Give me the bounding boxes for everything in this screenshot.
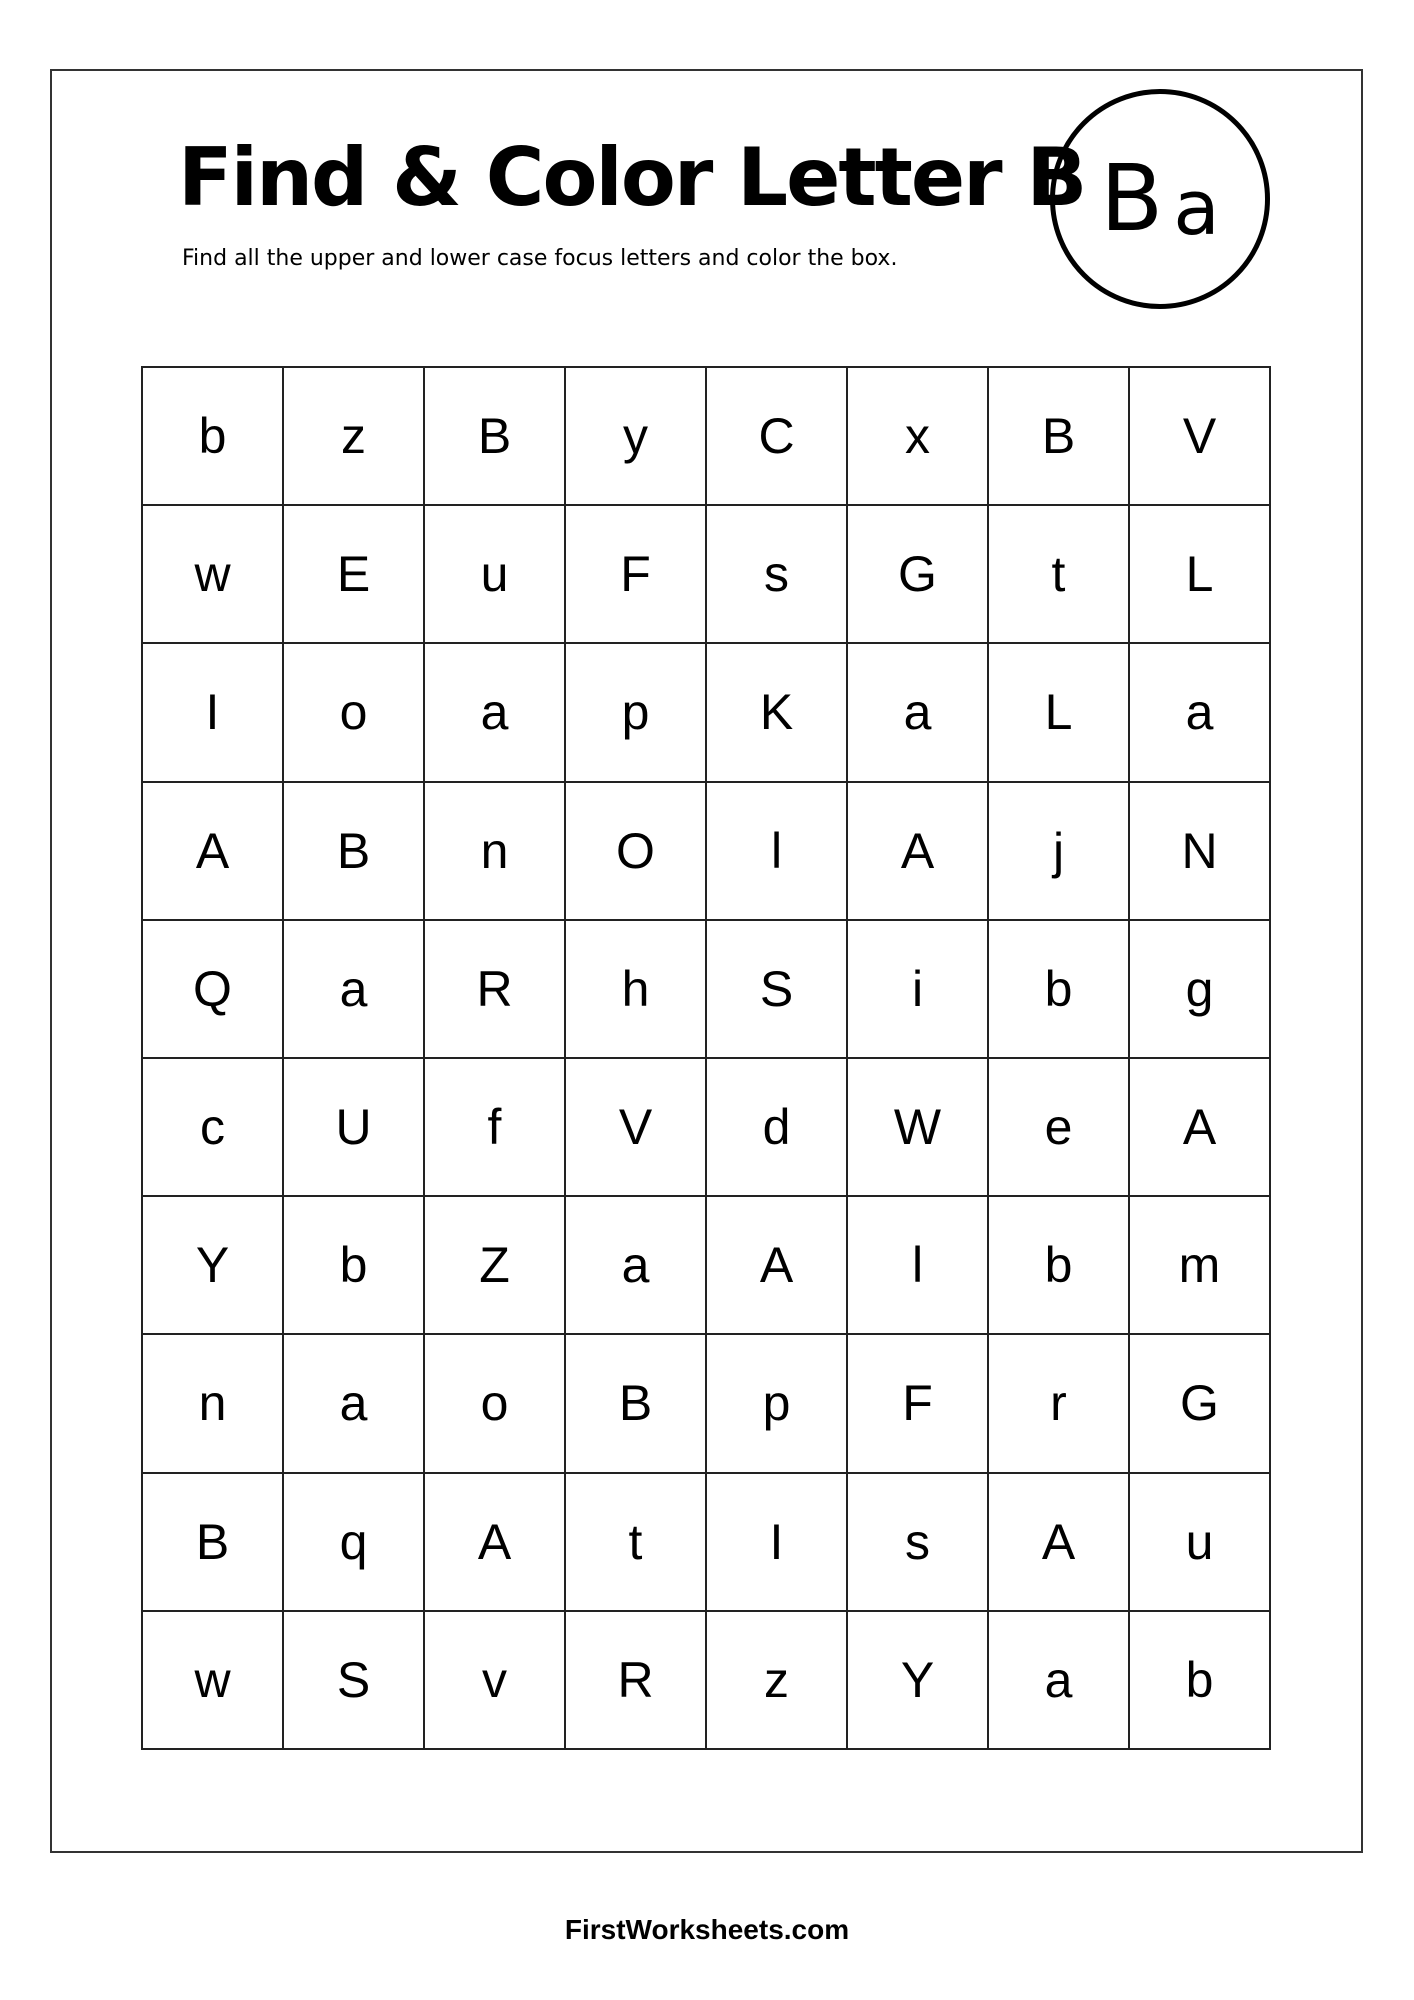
letter-cell[interactable]: a <box>566 1197 707 1335</box>
letter-cell[interactable]: l <box>848 1197 989 1335</box>
focus-letter-uppercase: B <box>1100 145 1164 252</box>
letter-cell[interactable]: A <box>143 783 284 921</box>
letter-cell[interactable]: i <box>848 921 989 1059</box>
letter-cell[interactable]: e <box>989 1059 1130 1197</box>
letter-cell[interactable]: A <box>425 1474 566 1612</box>
letter-cell[interactable]: z <box>707 1612 848 1750</box>
focus-letter-lowercase: a <box>1173 163 1220 252</box>
letter-cell[interactable]: A <box>848 783 989 921</box>
letter-cell[interactable]: B <box>566 1335 707 1473</box>
letter-cell[interactable]: K <box>707 644 848 782</box>
letter-cell[interactable]: t <box>989 506 1130 644</box>
letter-cell[interactable]: B <box>284 783 425 921</box>
letter-cell[interactable]: A <box>1130 1059 1271 1197</box>
letter-cell[interactable]: w <box>143 1612 284 1750</box>
letter-cell[interactable]: q <box>284 1474 425 1612</box>
letter-cell[interactable]: b <box>284 1197 425 1335</box>
letter-cell[interactable]: w <box>143 506 284 644</box>
letter-cell[interactable]: l <box>707 783 848 921</box>
letter-cell[interactable]: Z <box>425 1197 566 1335</box>
letter-cell[interactable]: B <box>143 1474 284 1612</box>
letter-cell[interactable]: o <box>425 1335 566 1473</box>
letter-cell[interactable]: x <box>848 368 989 506</box>
letter-cell[interactable]: a <box>425 644 566 782</box>
letter-cell[interactable]: u <box>425 506 566 644</box>
letter-cell[interactable]: A <box>707 1197 848 1335</box>
letter-cell[interactable]: c <box>143 1059 284 1197</box>
letter-cell[interactable]: b <box>989 921 1130 1059</box>
letter-cell[interactable]: b <box>143 368 284 506</box>
letter-cell[interactable]: G <box>1130 1335 1271 1473</box>
letter-cell[interactable]: u <box>1130 1474 1271 1612</box>
page-title: Find & Color Letter B <box>178 131 1086 224</box>
letter-cell[interactable]: F <box>566 506 707 644</box>
letter-cell[interactable]: z <box>284 368 425 506</box>
letter-cell[interactable]: s <box>707 506 848 644</box>
letter-cell[interactable]: o <box>284 644 425 782</box>
letter-cell[interactable]: G <box>848 506 989 644</box>
letter-cell[interactable]: f <box>425 1059 566 1197</box>
letter-cell[interactable]: n <box>425 783 566 921</box>
letter-cell[interactable]: Y <box>848 1612 989 1750</box>
letter-cell[interactable]: p <box>566 644 707 782</box>
letter-cell[interactable]: E <box>284 506 425 644</box>
letter-cell[interactable]: L <box>989 644 1130 782</box>
letter-cell[interactable]: m <box>1130 1197 1271 1335</box>
letter-cell[interactable]: B <box>989 368 1130 506</box>
letter-cell[interactable]: h <box>566 921 707 1059</box>
focus-letter-badge <box>1050 89 1270 309</box>
letter-cell[interactable]: t <box>566 1474 707 1612</box>
letter-cell[interactable]: v <box>425 1612 566 1750</box>
letter-cell[interactable]: F <box>848 1335 989 1473</box>
letter-cell[interactable]: r <box>989 1335 1130 1473</box>
letter-cell[interactable]: a <box>848 644 989 782</box>
letter-cell[interactable]: I <box>143 644 284 782</box>
instructions-text: Find all the upper and lower case focus letters and color the box. <box>182 246 898 271</box>
letter-cell[interactable]: I <box>707 1474 848 1612</box>
letter-cell[interactable]: Y <box>143 1197 284 1335</box>
letter-cell[interactable]: s <box>848 1474 989 1612</box>
letter-cell[interactable]: L <box>1130 506 1271 644</box>
letter-cell[interactable]: U <box>284 1059 425 1197</box>
letter-cell[interactable]: C <box>707 368 848 506</box>
letter-cell[interactable]: R <box>566 1612 707 1750</box>
letter-cell[interactable]: S <box>284 1612 425 1750</box>
letter-grid <box>141 366 1271 1750</box>
letter-cell[interactable]: V <box>1130 368 1271 506</box>
letter-cell[interactable]: W <box>848 1059 989 1197</box>
letter-cell[interactable]: a <box>284 921 425 1059</box>
letter-cell[interactable]: a <box>989 1612 1130 1750</box>
letter-cell[interactable]: a <box>1130 644 1271 782</box>
letter-cell[interactable]: B <box>425 368 566 506</box>
letter-cell[interactable]: O <box>566 783 707 921</box>
letter-cell[interactable]: b <box>1130 1612 1271 1750</box>
letter-cell[interactable]: Q <box>143 921 284 1059</box>
letter-cell[interactable]: N <box>1130 783 1271 921</box>
letter-cell[interactable]: p <box>707 1335 848 1473</box>
letter-cell[interactable]: b <box>989 1197 1130 1335</box>
letter-cell[interactable]: V <box>566 1059 707 1197</box>
letter-cell[interactable]: S <box>707 921 848 1059</box>
letter-cell[interactable]: A <box>989 1474 1130 1612</box>
letter-cell[interactable]: g <box>1130 921 1271 1059</box>
footer-site-name: FirstWorksheets.com <box>564 1914 850 1945</box>
letter-cell[interactable]: n <box>143 1335 284 1473</box>
letter-cell[interactable]: a <box>284 1335 425 1473</box>
letter-cell[interactable]: d <box>707 1059 848 1197</box>
letter-cell[interactable]: j <box>989 783 1130 921</box>
letter-cell[interactable]: y <box>566 368 707 506</box>
letter-cell[interactable]: R <box>425 921 566 1059</box>
